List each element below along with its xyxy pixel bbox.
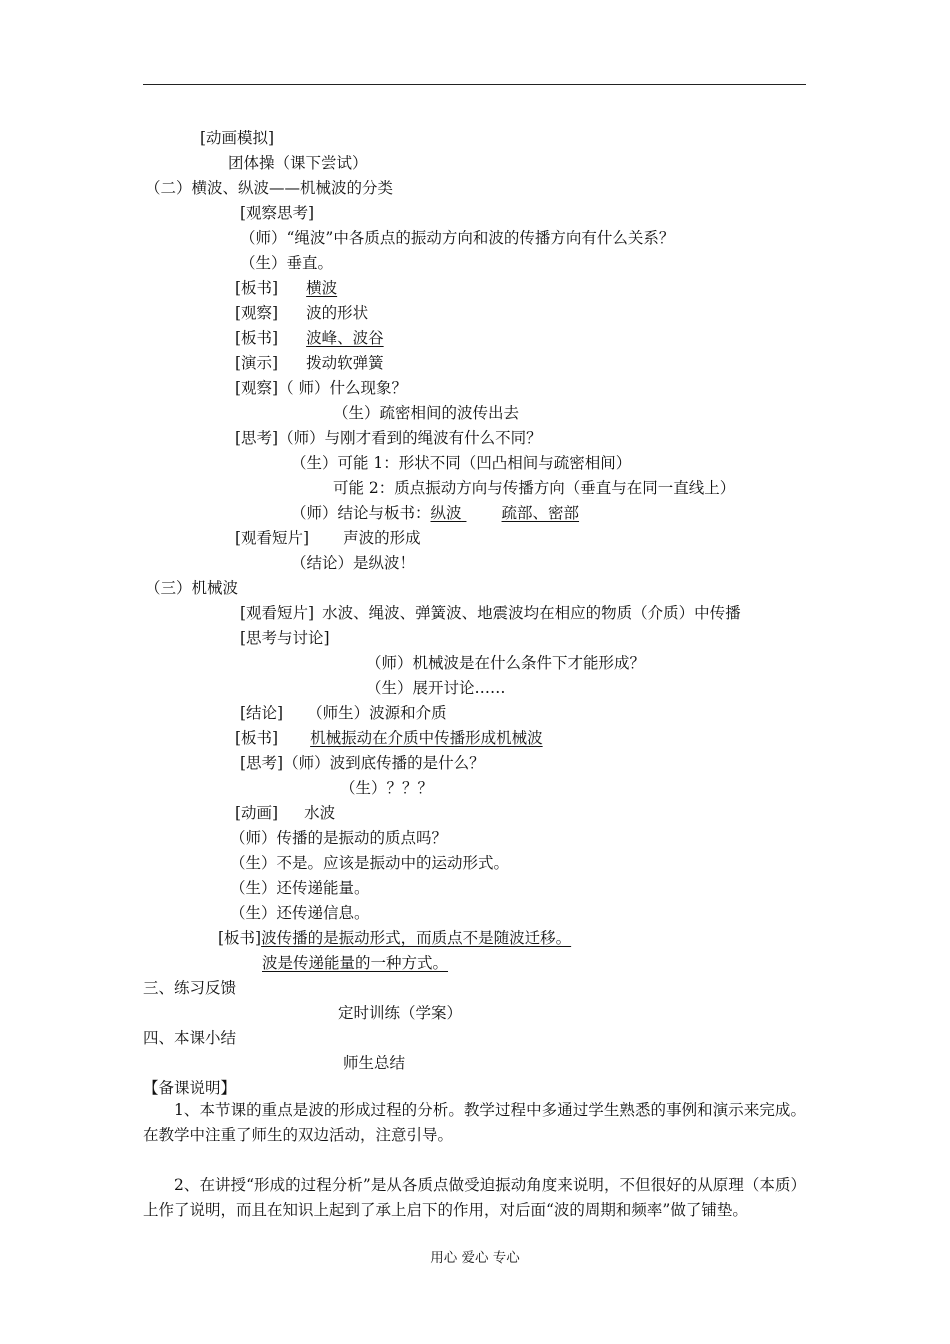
line-board-mechanical xyxy=(235,728,543,748)
board-mechanical-wave: 机械振动在介质中传播形成机械波 xyxy=(310,729,543,747)
line-student-info: （生）还传递信息。 xyxy=(230,904,370,922)
line-student-sparse-dense: （生）疏密相间的波传出去 xyxy=(333,404,520,422)
board-transverse-wave: 横波 xyxy=(306,279,338,297)
board-vibration-form: 波传播的是振动形式，而质点不是随波迁移。 xyxy=(261,929,572,947)
tag-video: [观看短片] xyxy=(240,604,315,622)
header-rule xyxy=(143,84,806,85)
note-paragraph-1: 1、本节课的重点是波的形成过程的分析。教学过程中多通过学生熟悉的事例和演示来完成。在教学中注重了师生的双边活动，注意引导。 xyxy=(143,1101,806,1144)
line-teacher-question: （师）“绳波”中各质点的振动方向和波的传播方向有什么关系？ xyxy=(240,229,675,247)
line-observe-shape xyxy=(235,303,368,323)
line-conclusion-source xyxy=(240,703,447,723)
line-video-sound xyxy=(235,528,421,548)
line-possibility-1: （生）可能 1：形状不同（凹凸相间与疏密相间） xyxy=(291,454,632,472)
line-conclusion-longitudinal: （结论）是纵波！ xyxy=(291,554,416,572)
note-paragraph-2: 2、在讲授“形成的过程分析”是从各质点做受迫振动角度来说明，不但很好的从原理（本质）上作了说明，而且在知识上起到了承上启下的作用，对后面“波的周期和频率”做了铺垫。 xyxy=(143,1176,806,1219)
tag-video: [观看短片] xyxy=(235,529,310,547)
tag-board: [板书] xyxy=(235,329,279,347)
video-sound-text: 声波的形成 xyxy=(343,529,421,547)
line-teacher-condition: （师）机械波是在什么条件下才能形成？ xyxy=(366,654,646,672)
board-crest-trough: 波峰、波谷 xyxy=(306,329,384,347)
underline-gap xyxy=(462,503,502,523)
conclusion-source-text: （师生）波源和介质 xyxy=(307,704,447,722)
tag-demo: [演示] xyxy=(235,354,279,372)
line-observe-phenomenon: [观察]（ 师）什么现象？ xyxy=(235,379,408,397)
line-think-difference: [思考]（师）与刚才看到的绳波有什么不同？ xyxy=(235,429,542,447)
board-energy-transfer: 波是传递能量的一种方式。 xyxy=(262,954,449,972)
line-animation-sim: [动画模拟] xyxy=(200,129,275,147)
line-think-what: [思考]（师）波到底传播的是什么？ xyxy=(240,754,485,772)
tag-observe: [观察] xyxy=(235,304,279,322)
line-student-answer: （生）垂直。 xyxy=(240,254,334,272)
animation-water-text: 水波 xyxy=(304,804,336,822)
observe-shape-text: 波的形状 xyxy=(306,304,369,322)
board-longitudinal-wave: 纵波 xyxy=(430,504,462,522)
line-board-summary xyxy=(218,928,571,948)
demo-spring-text: 拨动软弹簧 xyxy=(306,354,384,372)
line-board-transverse xyxy=(235,278,337,298)
section-heading-2: （二）横波、纵波——机械波的分类 xyxy=(145,179,394,197)
line-demo-spring xyxy=(235,353,384,373)
line-teacher-student-summary: 师生总结 xyxy=(343,1054,406,1072)
section-heading-summary: 四、本课小结 xyxy=(143,1029,237,1047)
line-student-energy: （生）还传递能量。 xyxy=(230,879,370,897)
line-conclusion-board xyxy=(291,503,579,523)
tag-board: [板书] xyxy=(218,929,262,947)
tag-animation: [动画] xyxy=(235,804,279,822)
section-heading-notes: 【备课说明】 xyxy=(143,1079,237,1097)
line-video-waves xyxy=(240,603,741,623)
conclusion-lead: （师）结论与板书： xyxy=(291,504,431,522)
board-rarefaction-compression: 疏部、密部 xyxy=(501,504,580,522)
page-footer: 用心 爱心 专心 xyxy=(430,1250,520,1266)
line-possibility-2: 可能 2：质点振动方向与传播方向（垂直与在同一直线上） xyxy=(333,479,736,497)
video-waves-text: 水波、绳波、弹簧波、地震波均在相应的物质（介质）中传播 xyxy=(322,604,741,622)
line-teacher-particle: （师）传播的是振动的质点吗？ xyxy=(230,829,448,847)
line-timed-training: 定时训练（学案） xyxy=(338,1004,463,1022)
section-heading-3: （三）机械波 xyxy=(145,579,239,597)
line-observe-think: [观察思考] xyxy=(240,204,315,222)
line-board-energy xyxy=(262,953,448,973)
line-student-discuss: （生）展开讨论…… xyxy=(366,679,506,697)
line-think-discuss: [思考与讨论] xyxy=(240,629,330,647)
line-animation-water xyxy=(235,803,335,823)
line-student-unknown: （生）？？？ xyxy=(340,779,434,797)
line-student-motion: （生）不是。应该是振动中的运动形式。 xyxy=(230,854,510,872)
tag-board: [板书] xyxy=(235,279,279,297)
tag-board: [板书] xyxy=(235,729,279,747)
line-board-crest xyxy=(235,328,384,348)
tag-conclusion: [结论] xyxy=(240,704,284,722)
line-group-exercise: 团体操（课下尝试） xyxy=(228,154,368,172)
section-heading-practice: 三、练习反馈 xyxy=(143,979,237,997)
